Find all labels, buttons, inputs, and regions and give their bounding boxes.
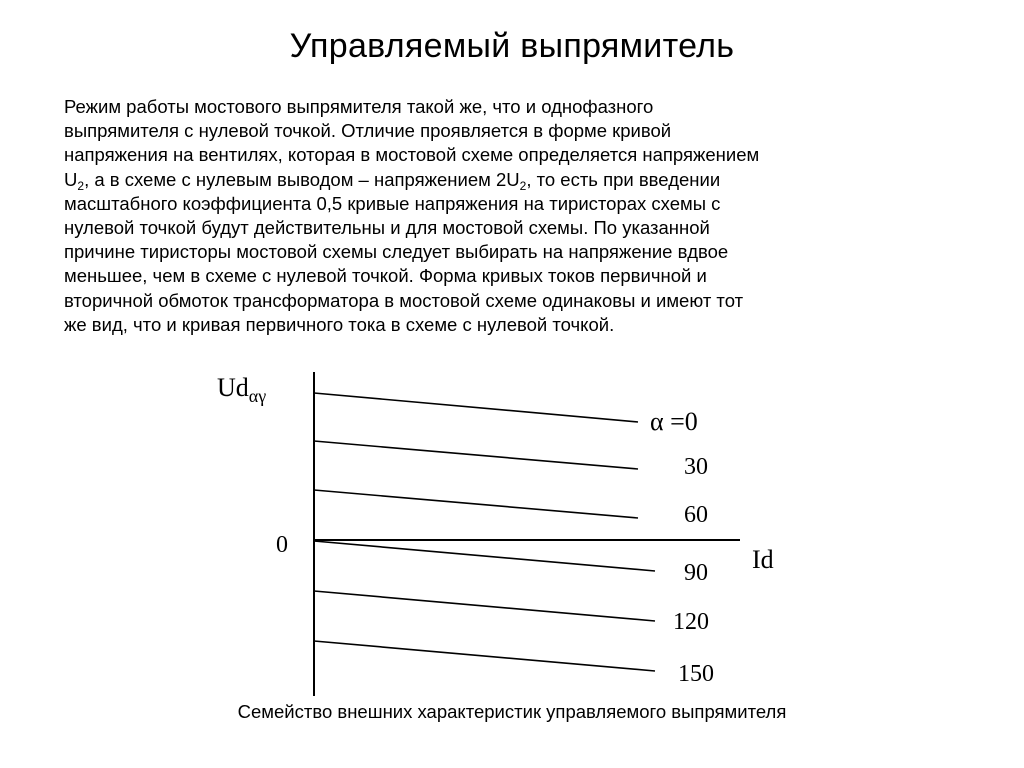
- characteristic-line-120: [314, 591, 655, 621]
- y-axis-label: [217, 373, 266, 406]
- paragraph-line: причине тиристоры мостовой схемы следует выбирать на напряжение вдвое: [64, 241, 729, 263]
- paragraph-fragment: , то есть при введении: [526, 168, 721, 190]
- curve-label-30: 30: [684, 454, 708, 480]
- paragraph-line: вторичной обмоток трансформатора в мостовой схеме одинаковы и имеют тот: [64, 289, 744, 311]
- slide-title: Управляемый выпрямитель: [289, 27, 735, 65]
- y-axis-label-main: Ud: [217, 373, 249, 402]
- paragraph-line: напряжения на вентилях, которая в мостовой схеме определяется напряжением: [64, 144, 760, 166]
- curve-label-90: 90: [684, 560, 708, 586]
- origin-label: 0: [276, 532, 288, 558]
- paragraph-fragment: U: [64, 168, 78, 190]
- paragraph-fragment: , а в схеме с нулевым выводом – напряжением 2U: [84, 168, 520, 190]
- x-axis-label: Id: [752, 545, 774, 574]
- paragraph-line: нулевой точкой будут действительны и для мостовой схемы. По указанной: [64, 217, 710, 239]
- diagram-caption: Семейство внешних характеристик управляемого выпрямителя: [237, 701, 787, 722]
- y-axis-label-subscript: αγ: [248, 386, 267, 406]
- subscript: 2: [77, 178, 85, 193]
- paragraph-line: Режим работы мостового выпрямителя такой же, что и однофазного: [64, 96, 654, 117]
- paragraph-line: же вид, что и кривая первичного тока в схеме с нулевой точкой.: [64, 313, 615, 335]
- paragraph-line: масштабного коэффициента 0,5 кривые напряжения на тиристорах схемы с: [64, 192, 721, 214]
- characteristic-line-90: [314, 541, 655, 571]
- characteristic-line-0: [314, 393, 638, 422]
- characteristic-line-150: [314, 641, 655, 671]
- curve-label-60: 60: [684, 502, 708, 528]
- characteristic-line-30: [314, 441, 638, 469]
- curve-label-alpha-0: α =0: [650, 407, 698, 436]
- characteristic-line-60: [314, 490, 638, 518]
- curve-label-120: 120: [673, 609, 709, 635]
- subscript: 2: [519, 178, 527, 193]
- paragraph-line: меньшее, чем в схеме с нулевой точкой. Форма кривых токов первичной и: [64, 265, 707, 287]
- curve-label-150: 150: [678, 661, 714, 687]
- paragraph-line: выпрямителя с нулевой точкой. Отличие проявляется в форме кривой: [64, 120, 672, 142]
